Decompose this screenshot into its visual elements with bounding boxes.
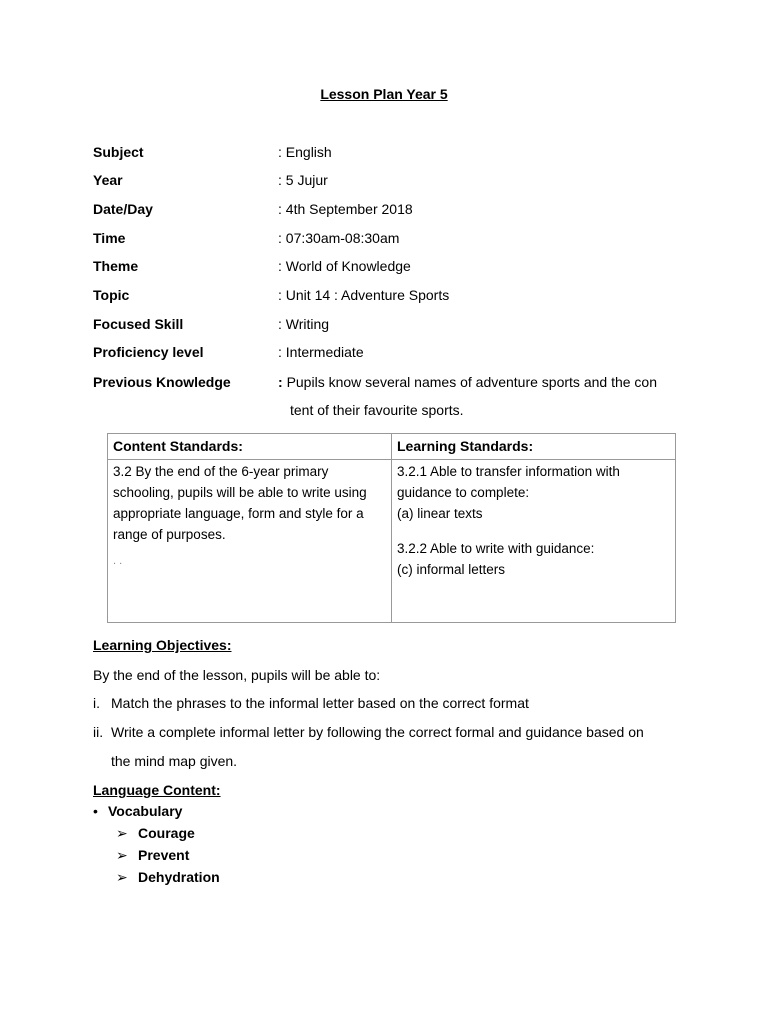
- learning-standard-1: 3.2.1 Able to transfer information with guidance to complete:: [397, 464, 620, 500]
- previous-knowledge-line1: Pupils know several names of adventure sports and the con: [286, 374, 657, 390]
- info-colon: :: [278, 374, 283, 390]
- info-label: Subject: [93, 144, 144, 160]
- info-label: Theme: [93, 258, 139, 274]
- vocab-item: [116, 823, 195, 843]
- objective-item-2-cont: the mind map given.: [111, 753, 238, 769]
- info-value: : Intermediate: [278, 344, 364, 360]
- objective-item-1: [93, 693, 529, 713]
- learning-standards-header: Learning Standards:: [397, 438, 534, 454]
- learning-standards-cell: [397, 461, 672, 580]
- learning-objectives-heading: Learning Objectives:: [93, 637, 232, 653]
- info-value: : World of Knowledge: [278, 258, 411, 274]
- language-content-heading: Language Content:: [93, 782, 221, 798]
- vocabulary-label: Vocabulary: [108, 803, 183, 819]
- objectives-intro: By the end of the lesson, pupils will be able to:: [93, 667, 381, 683]
- info-value: [278, 372, 657, 392]
- learning-standard-2-sub: (c) informal letters: [397, 562, 506, 577]
- objective-item-2: [93, 722, 644, 742]
- arrow-bullet-icon: ➢: [116, 825, 128, 841]
- info-label: Previous Knowledge: [93, 374, 231, 390]
- vocab-word: Dehydration: [138, 869, 220, 885]
- vocabulary-bullet: [93, 801, 182, 821]
- bullet-icon: •: [93, 803, 98, 819]
- content-standards-cell: [113, 461, 385, 572]
- info-value: : 5 Jujur: [278, 172, 328, 188]
- info-value: : Unit 14 : Adventure Sports: [278, 287, 450, 303]
- content-standards-text: 3.2 By the end of the 6-year primary schooling, pupils will be able to write using appropriate language, form and style for a range of purposes.: [113, 464, 367, 542]
- vocab-item: [116, 845, 189, 865]
- vocab-item: [116, 867, 220, 887]
- content-dots: . .: [113, 555, 123, 567]
- content-standards-header: Content Standards:: [113, 438, 243, 454]
- page-title: Lesson Plan Year 5: [320, 86, 448, 102]
- spacer: [397, 524, 672, 538]
- table-divider: [391, 434, 392, 622]
- info-label: Time: [93, 230, 126, 246]
- info-label: Proficiency level: [93, 344, 204, 360]
- info-value: : 4th September 2018: [278, 201, 413, 217]
- info-value: : 07:30am-08:30am: [278, 230, 400, 246]
- vocab-word: Prevent: [138, 847, 190, 863]
- previous-knowledge-line2: tent of their favourite sports.: [290, 402, 464, 418]
- info-label: Topic: [93, 287, 130, 303]
- info-label: Year: [93, 172, 123, 188]
- standards-table: [107, 433, 676, 623]
- objective-text: Write a complete informal letter by following the correct formal and guidance based on: [111, 724, 644, 740]
- learning-standard-2: 3.2.2 Able to write with guidance:: [397, 541, 595, 556]
- arrow-bullet-icon: ➢: [116, 847, 128, 863]
- learning-standard-1-sub: (a) linear texts: [397, 506, 483, 521]
- objective-number: ii.: [93, 724, 104, 740]
- info-label: Focused Skill: [93, 316, 184, 332]
- info-value: : Writing: [278, 316, 330, 332]
- info-value: : English: [278, 144, 332, 160]
- arrow-bullet-icon: ➢: [116, 869, 128, 885]
- objective-text: Match the phrases to the informal letter based on the correct format: [111, 695, 529, 711]
- objective-number: i.: [93, 695, 100, 711]
- info-label: Date/Day: [93, 201, 153, 217]
- vocab-word: Courage: [138, 825, 195, 841]
